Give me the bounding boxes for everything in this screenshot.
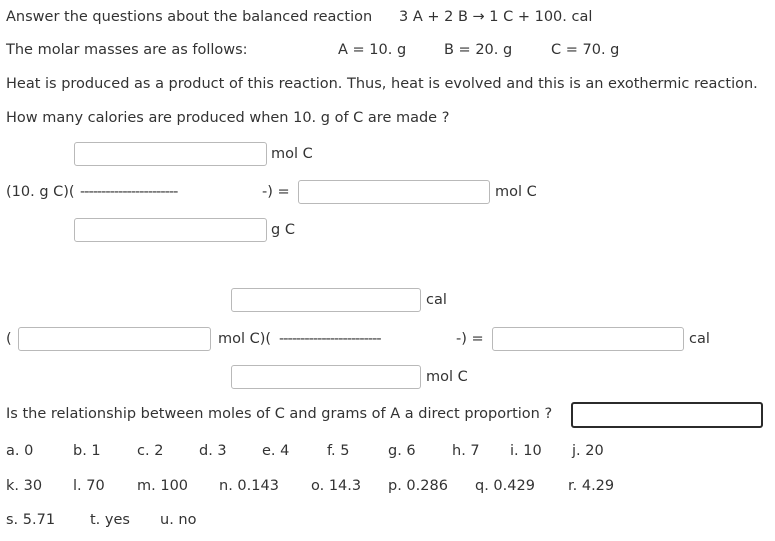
fraction-bar-2: ------------------------ bbox=[279, 331, 381, 347]
choice-s: s. 5.71 bbox=[6, 512, 56, 528]
heat-statement: Heat is produced as a product of this reaction. Thus, heat is evolved and this is an exothermic reaction. bbox=[6, 76, 758, 92]
molar-mass-b: B = 20. g bbox=[444, 42, 513, 58]
factor2-numerator-unit: cal bbox=[426, 292, 447, 308]
factor1-numerator-input[interactable] bbox=[74, 142, 267, 166]
open-paren: ( bbox=[6, 331, 12, 347]
fraction-close-2: -) = bbox=[456, 331, 484, 347]
molar-mass-c: C = 70. g bbox=[551, 42, 620, 58]
choice-r: r. 4.29 bbox=[568, 478, 615, 494]
choice-c: c. 2 bbox=[137, 443, 164, 459]
question-calories: How many calories are produced when 10. g of C are made ? bbox=[6, 110, 450, 126]
choice-j: j. 20 bbox=[572, 443, 604, 459]
choice-f: f. 5 bbox=[327, 443, 350, 459]
moles-c-unit: mol C)( bbox=[218, 331, 272, 347]
choice-l: l. 70 bbox=[73, 478, 105, 494]
factor2-denominator-unit: mol C bbox=[426, 369, 468, 385]
choice-a: a. 0 bbox=[6, 443, 34, 459]
choice-k: k. 30 bbox=[6, 478, 43, 494]
instruction-text: Answer the questions about the balanced reaction bbox=[6, 9, 373, 25]
choice-q: q. 0.429 bbox=[475, 478, 535, 494]
question-direct-proportion: Is the relationship between moles of C and grams of A a direct proportion ? bbox=[6, 406, 553, 422]
choice-d: d. 3 bbox=[199, 443, 227, 459]
fraction-close-1: -) = bbox=[262, 184, 290, 200]
factor2-denominator-input[interactable] bbox=[231, 365, 421, 389]
balanced-reaction: 3 A + 2 B → 1 C + 100. cal bbox=[399, 9, 593, 25]
molar-mass-label: The molar masses are as follows: bbox=[6, 42, 248, 58]
factor2-numerator-input[interactable] bbox=[231, 288, 421, 312]
molar-mass-a: A = 10. g bbox=[338, 42, 407, 58]
choice-h: h. 7 bbox=[452, 443, 480, 459]
choice-o: o. 14.3 bbox=[311, 478, 362, 494]
factor1-denominator-unit: g C bbox=[271, 222, 295, 238]
factor1-numerator-unit: mol C bbox=[271, 146, 313, 162]
given-quantity: (10. g C)( bbox=[6, 184, 75, 200]
factor1-denominator-input[interactable] bbox=[74, 218, 267, 242]
factor1-result-input[interactable] bbox=[298, 180, 490, 204]
choice-b: b. 1 bbox=[73, 443, 101, 459]
factor2-result-unit: cal bbox=[689, 331, 710, 347]
choice-t: t. yes bbox=[90, 512, 130, 528]
choice-i: i. 10 bbox=[510, 443, 542, 459]
proportion-answer-input[interactable] bbox=[571, 402, 763, 428]
choice-p: p. 0.286 bbox=[388, 478, 448, 494]
factor2-result-input[interactable] bbox=[492, 327, 684, 351]
choice-m: m. 100 bbox=[137, 478, 189, 494]
choice-u: u. no bbox=[160, 512, 197, 528]
choice-e: e. 4 bbox=[262, 443, 290, 459]
moles-c-input[interactable] bbox=[18, 327, 211, 351]
fraction-bar-1: ----------------------- bbox=[80, 184, 178, 200]
choice-n: n. 0.143 bbox=[219, 478, 279, 494]
factor1-result-unit: mol C bbox=[495, 184, 537, 200]
choice-g: g. 6 bbox=[388, 443, 416, 459]
